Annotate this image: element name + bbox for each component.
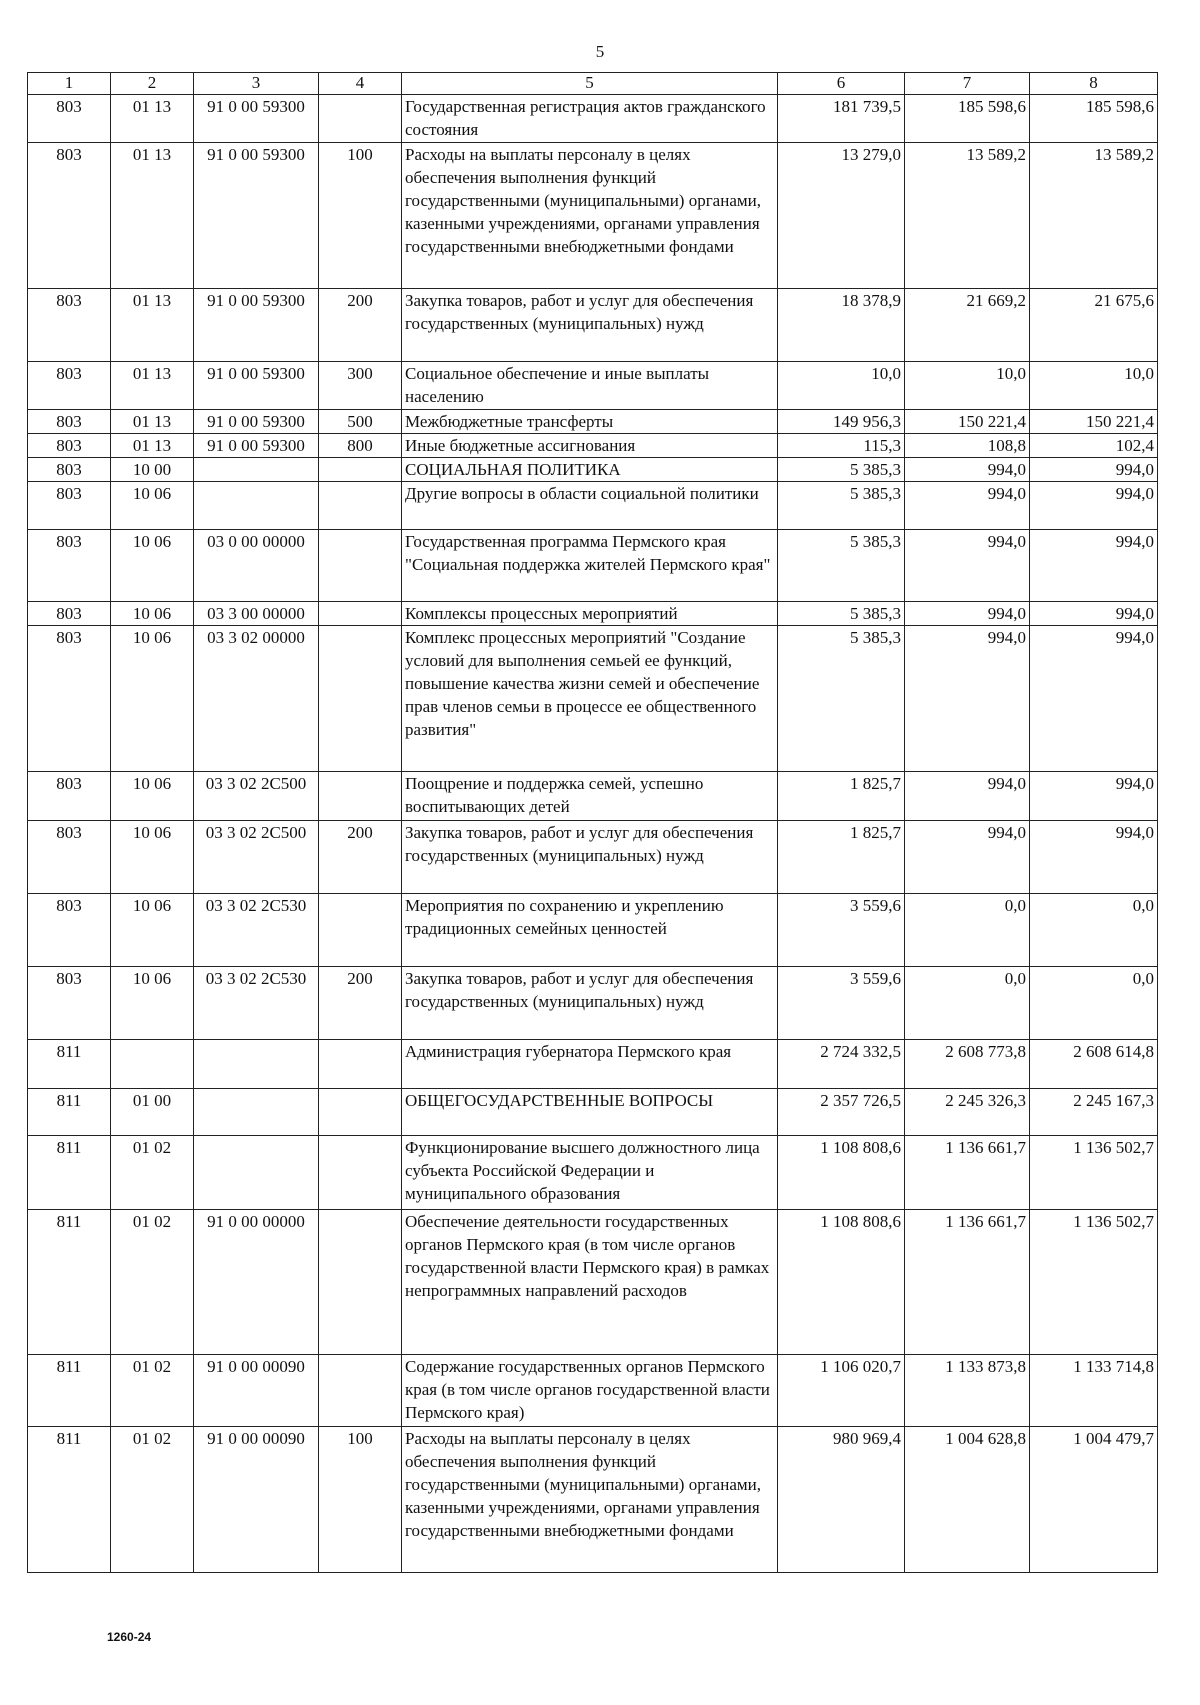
cell-expense-type xyxy=(319,530,402,602)
cell-name: Иные бюджетные ассигнования xyxy=(402,434,778,458)
cell-amount-col6: 980 969,4 xyxy=(778,1427,905,1573)
cell-target-article xyxy=(194,1136,319,1210)
cell-amount-col7: 1 136 661,7 xyxy=(905,1136,1030,1210)
cell-name: Другие вопросы в области социальной политики xyxy=(402,482,778,530)
cell-name: Социальное обеспечение и иные выплаты населению xyxy=(402,362,778,410)
cell-amount-col8: 1 133 714,8 xyxy=(1030,1355,1158,1427)
cell-section: 01 02 xyxy=(111,1427,194,1573)
cell-target-article xyxy=(194,1089,319,1136)
cell-expense-type: 300 xyxy=(319,362,402,410)
cell-name: ОБЩЕГОСУДАРСТВЕННЫЕ ВОПРОСЫ xyxy=(402,1089,778,1136)
document-code: 1260-24 xyxy=(107,1630,152,1644)
cell-section: 01 13 xyxy=(111,410,194,434)
column-header: 2 xyxy=(111,73,194,95)
cell-amount-col7: 994,0 xyxy=(905,458,1030,482)
cell-amount-col6: 181 739,5 xyxy=(778,95,905,143)
cell-expense-type xyxy=(319,95,402,143)
cell-amount-col6: 5 385,3 xyxy=(778,602,905,626)
cell-expense-type: 200 xyxy=(319,821,402,894)
cell-amount-col6: 3 559,6 xyxy=(778,967,905,1040)
cell-name: Поощрение и поддержка семей, успешно воспитывающих детей xyxy=(402,772,778,821)
cell-ministry: 803 xyxy=(28,967,111,1040)
cell-name: Функционирование высшего должностного лица субъекта Российской Федерации и муниципального образования xyxy=(402,1136,778,1210)
cell-target-article: 91 0 00 59300 xyxy=(194,95,319,143)
cell-amount-col6: 1 108 808,6 xyxy=(778,1136,905,1210)
cell-amount-col8: 994,0 xyxy=(1030,626,1158,772)
cell-expense-type: 800 xyxy=(319,434,402,458)
cell-expense-type: 200 xyxy=(319,967,402,1040)
cell-name: Закупка товаров, работ и услуг для обеспечения государственных (муниципальных) нужд xyxy=(402,967,778,1040)
cell-name: СОЦИАЛЬНАЯ ПОЛИТИКА xyxy=(402,458,778,482)
column-header: 6 xyxy=(778,73,905,95)
cell-amount-col6: 115,3 xyxy=(778,434,905,458)
cell-name: Мероприятия по сохранению и укреплению традиционных семейных ценностей xyxy=(402,894,778,967)
cell-ministry: 803 xyxy=(28,602,111,626)
cell-name: Государственная регистрация актов гражданского состояния xyxy=(402,95,778,143)
cell-amount-col8: 1 136 502,7 xyxy=(1030,1136,1158,1210)
page-number: 5 xyxy=(595,42,605,61)
cell-section: 01 13 xyxy=(111,362,194,410)
cell-section: 10 06 xyxy=(111,967,194,1040)
cell-amount-col8: 994,0 xyxy=(1030,772,1158,821)
table-row xyxy=(28,289,1158,362)
cell-target-article: 91 0 00 59300 xyxy=(194,289,319,362)
cell-amount-col7: 13 589,2 xyxy=(905,143,1030,289)
cell-ministry: 803 xyxy=(28,821,111,894)
cell-ministry: 803 xyxy=(28,458,111,482)
cell-target-article: 03 3 00 00000 xyxy=(194,602,319,626)
table-row xyxy=(28,410,1158,434)
cell-section: 01 02 xyxy=(111,1210,194,1355)
cell-amount-col8: 994,0 xyxy=(1030,530,1158,602)
cell-target-article: 91 0 00 59300 xyxy=(194,362,319,410)
cell-amount-col8: 102,4 xyxy=(1030,434,1158,458)
cell-ministry: 803 xyxy=(28,894,111,967)
header-row xyxy=(28,73,1158,95)
cell-amount-col7: 21 669,2 xyxy=(905,289,1030,362)
budget-table xyxy=(27,72,1158,1573)
cell-target-article: 91 0 00 59300 xyxy=(194,410,319,434)
table-row xyxy=(28,458,1158,482)
cell-amount-col8: 994,0 xyxy=(1030,458,1158,482)
cell-amount-col6: 5 385,3 xyxy=(778,626,905,772)
cell-name: Комплекс процессных мероприятий "Создание условий для выполнения семьей ее функций, повышение качества жизни семей и обеспечение прав членов семьи в процессе ее общественного развития" xyxy=(402,626,778,772)
cell-section xyxy=(111,1040,194,1089)
cell-target-article xyxy=(194,482,319,530)
cell-amount-col7: 1 133 873,8 xyxy=(905,1355,1030,1427)
cell-ministry: 811 xyxy=(28,1040,111,1089)
cell-amount-col7: 994,0 xyxy=(905,482,1030,530)
cell-amount-col8: 2 245 167,3 xyxy=(1030,1089,1158,1136)
cell-amount-col6: 13 279,0 xyxy=(778,143,905,289)
cell-amount-col7: 185 598,6 xyxy=(905,95,1030,143)
cell-amount-col8: 13 589,2 xyxy=(1030,143,1158,289)
table-row xyxy=(28,894,1158,967)
cell-amount-col8: 0,0 xyxy=(1030,894,1158,967)
cell-expense-type xyxy=(319,626,402,772)
cell-expense-type: 100 xyxy=(319,1427,402,1573)
column-header: 1 xyxy=(28,73,111,95)
cell-section: 01 13 xyxy=(111,95,194,143)
cell-amount-col8: 994,0 xyxy=(1030,602,1158,626)
cell-amount-col7: 10,0 xyxy=(905,362,1030,410)
cell-section: 10 06 xyxy=(111,482,194,530)
cell-amount-col7: 994,0 xyxy=(905,626,1030,772)
cell-amount-col8: 0,0 xyxy=(1030,967,1158,1040)
cell-amount-col7: 0,0 xyxy=(905,967,1030,1040)
cell-target-article xyxy=(194,458,319,482)
table-row xyxy=(28,362,1158,410)
cell-target-article: 91 0 00 59300 xyxy=(194,143,319,289)
cell-expense-type xyxy=(319,482,402,530)
cell-amount-col7: 994,0 xyxy=(905,772,1030,821)
cell-expense-type: 200 xyxy=(319,289,402,362)
cell-ministry: 803 xyxy=(28,143,111,289)
column-header: 3 xyxy=(194,73,319,95)
cell-amount-col6: 149 956,3 xyxy=(778,410,905,434)
cell-amount-col6: 10,0 xyxy=(778,362,905,410)
cell-amount-col7: 0,0 xyxy=(905,894,1030,967)
cell-amount-col7: 994,0 xyxy=(905,602,1030,626)
cell-ministry: 803 xyxy=(28,410,111,434)
cell-name: Закупка товаров, работ и услуг для обеспечения государственных (муниципальных) нужд xyxy=(402,821,778,894)
cell-section: 10 06 xyxy=(111,530,194,602)
cell-amount-col6: 3 559,6 xyxy=(778,894,905,967)
cell-amount-col7: 2 245 326,3 xyxy=(905,1089,1030,1136)
cell-amount-col7: 150 221,4 xyxy=(905,410,1030,434)
cell-target-article xyxy=(194,1040,319,1089)
table-row xyxy=(28,143,1158,289)
cell-amount-col6: 5 385,3 xyxy=(778,530,905,602)
column-header: 5 xyxy=(402,73,778,95)
cell-target-article: 91 0 00 59300 xyxy=(194,434,319,458)
cell-section: 01 13 xyxy=(111,289,194,362)
cell-section: 10 06 xyxy=(111,821,194,894)
cell-ministry: 811 xyxy=(28,1427,111,1573)
cell-section: 10 00 xyxy=(111,458,194,482)
cell-amount-col6: 2 357 726,5 xyxy=(778,1089,905,1136)
cell-amount-col7: 1 004 628,8 xyxy=(905,1427,1030,1573)
cell-amount-col6: 18 378,9 xyxy=(778,289,905,362)
table-row xyxy=(28,1136,1158,1210)
cell-section: 10 06 xyxy=(111,894,194,967)
column-header: 8 xyxy=(1030,73,1158,95)
cell-section: 01 13 xyxy=(111,434,194,458)
cell-name: Комплексы процессных мероприятий xyxy=(402,602,778,626)
cell-name: Межбюджетные трансферты xyxy=(402,410,778,434)
cell-target-article: 03 3 02 2C530 xyxy=(194,894,319,967)
cell-section: 10 06 xyxy=(111,626,194,772)
cell-ministry: 811 xyxy=(28,1210,111,1355)
cell-section: 10 06 xyxy=(111,772,194,821)
cell-amount-col8: 10,0 xyxy=(1030,362,1158,410)
cell-ministry: 803 xyxy=(28,772,111,821)
cell-amount-col8: 150 221,4 xyxy=(1030,410,1158,434)
cell-ministry: 803 xyxy=(28,482,111,530)
cell-ministry: 803 xyxy=(28,362,111,410)
table-row xyxy=(28,434,1158,458)
cell-expense-type xyxy=(319,1210,402,1355)
table-row xyxy=(28,1210,1158,1355)
cell-target-article: 03 3 02 00000 xyxy=(194,626,319,772)
cell-amount-col7: 994,0 xyxy=(905,530,1030,602)
cell-amount-col8: 994,0 xyxy=(1030,821,1158,894)
cell-amount-col8: 1 136 502,7 xyxy=(1030,1210,1158,1355)
cell-amount-col7: 1 136 661,7 xyxy=(905,1210,1030,1355)
cell-ministry: 811 xyxy=(28,1136,111,1210)
cell-section: 10 06 xyxy=(111,602,194,626)
cell-amount-col8: 2 608 614,8 xyxy=(1030,1040,1158,1089)
table-row xyxy=(28,1355,1158,1427)
cell-amount-col6: 1 825,7 xyxy=(778,772,905,821)
cell-name: Администрация губернатора Пермского края xyxy=(402,1040,778,1089)
cell-amount-col6: 5 385,3 xyxy=(778,482,905,530)
cell-expense-type xyxy=(319,1136,402,1210)
cell-target-article: 91 0 00 00090 xyxy=(194,1355,319,1427)
cell-expense-type xyxy=(319,772,402,821)
cell-name: Обеспечение деятельности государственных органов Пермского края (в том числе органов государственной власти Пермского края) в рамках непрограммных направлений расходов xyxy=(402,1210,778,1355)
cell-amount-col6: 5 385,3 xyxy=(778,458,905,482)
cell-target-article: 91 0 00 00090 xyxy=(194,1427,319,1573)
cell-ministry: 803 xyxy=(28,530,111,602)
cell-ministry: 811 xyxy=(28,1089,111,1136)
table-row xyxy=(28,1040,1158,1089)
table-row xyxy=(28,95,1158,143)
table-row xyxy=(28,1427,1158,1573)
cell-expense-type xyxy=(319,1089,402,1136)
table-row xyxy=(28,482,1158,530)
cell-expense-type xyxy=(319,894,402,967)
cell-ministry: 803 xyxy=(28,95,111,143)
cell-amount-col6: 1 108 808,6 xyxy=(778,1210,905,1355)
cell-ministry: 811 xyxy=(28,1355,111,1427)
cell-ministry: 803 xyxy=(28,434,111,458)
cell-section: 01 02 xyxy=(111,1355,194,1427)
cell-ministry: 803 xyxy=(28,289,111,362)
cell-target-article: 03 0 00 00000 xyxy=(194,530,319,602)
cell-amount-col8: 185 598,6 xyxy=(1030,95,1158,143)
cell-section: 01 13 xyxy=(111,143,194,289)
cell-amount-col7: 2 608 773,8 xyxy=(905,1040,1030,1089)
cell-target-article: 03 3 02 2C530 xyxy=(194,967,319,1040)
table-row xyxy=(28,602,1158,626)
cell-amount-col8: 994,0 xyxy=(1030,482,1158,530)
cell-target-article: 91 0 00 00000 xyxy=(194,1210,319,1355)
cell-section: 01 00 xyxy=(111,1089,194,1136)
cell-name: Расходы на выплаты персоналу в целях обеспечения выполнения функций государственными (муниципальными) органами, казенными учреждениями, органами управления государственными внебюджетными фондами xyxy=(402,1427,778,1573)
cell-amount-col8: 1 004 479,7 xyxy=(1030,1427,1158,1573)
cell-expense-type xyxy=(319,1040,402,1089)
cell-expense-type xyxy=(319,1355,402,1427)
cell-name: Закупка товаров, работ и услуг для обеспечения государственных (муниципальных) нужд xyxy=(402,289,778,362)
cell-amount-col6: 2 724 332,5 xyxy=(778,1040,905,1089)
cell-ministry: 803 xyxy=(28,626,111,772)
cell-expense-type xyxy=(319,602,402,626)
cell-name: Расходы на выплаты персоналу в целях обеспечения выполнения функций государственными (муниципальными) органами, казенными учреждениями, органами управления государственными внебюджетными фондами xyxy=(402,143,778,289)
cell-amount-col6: 1 106 020,7 xyxy=(778,1355,905,1427)
cell-expense-type xyxy=(319,458,402,482)
table-row xyxy=(28,1089,1158,1136)
cell-name: Государственная программа Пермского края "Социальная поддержка жителей Пермского края" xyxy=(402,530,778,602)
table-row xyxy=(28,967,1158,1040)
cell-amount-col7: 108,8 xyxy=(905,434,1030,458)
cell-target-article: 03 3 02 2C500 xyxy=(194,772,319,821)
cell-section: 01 02 xyxy=(111,1136,194,1210)
table-row xyxy=(28,821,1158,894)
table-row xyxy=(28,530,1158,602)
cell-target-article: 03 3 02 2C500 xyxy=(194,821,319,894)
cell-amount-col6: 1 825,7 xyxy=(778,821,905,894)
cell-amount-col7: 994,0 xyxy=(905,821,1030,894)
table-row xyxy=(28,772,1158,821)
cell-expense-type: 500 xyxy=(319,410,402,434)
table-row xyxy=(28,626,1158,772)
cell-expense-type: 100 xyxy=(319,143,402,289)
cell-amount-col8: 21 675,6 xyxy=(1030,289,1158,362)
column-header: 4 xyxy=(319,73,402,95)
column-header: 7 xyxy=(905,73,1030,95)
cell-name: Содержание государственных органов Пермского края (в том числе органов государственной власти Пермского края) xyxy=(402,1355,778,1427)
